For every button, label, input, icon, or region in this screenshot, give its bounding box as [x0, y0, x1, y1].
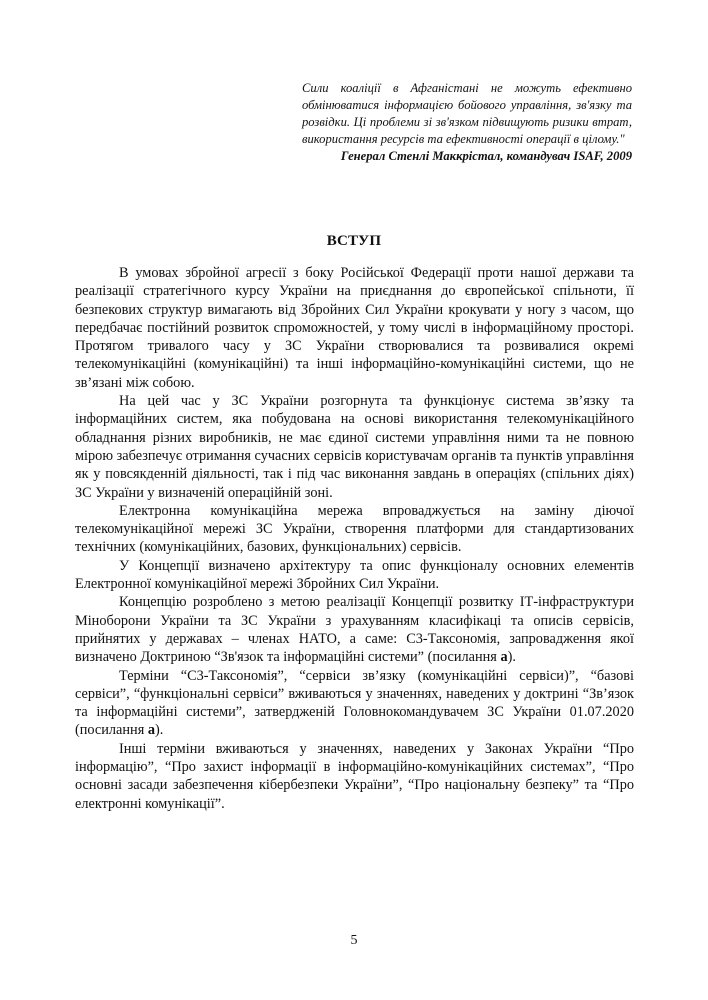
- body-text: [75, 264, 634, 813]
- paragraph: Терміни “С3-Таксономія”, “сервіси зв’язку (комунікаційні сервіси)”, “базові сервіси”, “функціональні сервіси” вживаються у значеннях, наведених у доктрині “Зв’язок та інформаційні системи”, затвердженій Головнокомандувачем ЗС України 01.07.2020 (посилання а).: [75, 667, 634, 739]
- epigraph-quote: Сили коаліції в Афганістані не можуть ефективно обмінюватися інформацією бойового управління, зв'язку та розвідки. Ці проблеми зі зв'язком підвищують ризики втрат, використання ресурсів та ефективності операції в цілому.": [302, 81, 632, 146]
- section-title: ВСТУП: [326, 233, 382, 249]
- paragraph: На цей час у ЗС України розгорнута та функціонує система зв’язку та інформаційних систем, яка побудована на основі використання телекомунікаційного обладнання різних виробників, не має єдиної системи управління ними та не повною мірою забезпечує отримання сучасних сервісів користувачам органів та пунктів управління як у повсякденній діяльності, так і під час виконання завдань в операціях (спільних діях) ЗС України у визначеній операційній зоні.: [75, 393, 634, 501]
- reference-mark: а: [147, 722, 156, 739]
- paragraph: Інші терміни вживаються у значеннях, наведених у Законах України “Про інформацію”, “Про захист інформації в інформаційно-комунікаційних системах”, “Про основні засади забезпечення кібербезпеки України”, “Про національну безпеку” та “Про електронні комунікації”.: [75, 740, 634, 812]
- page-number: 5: [350, 933, 358, 948]
- reference-mark: а: [500, 649, 508, 666]
- paragraph: В умовах збройної агресії з боку Російської Федерації проти нашої держави та реалізації стратегічного курсу України на приєднання до європейської спільноти, її безпекових структур вимагають від Збройних Сил України крокувати у ногу з часом, що передбачає постійний розвиток спроможностей, у тому числі в інформаційному просторі. Протягом тривалого часу у ЗС України створювалися та розвивалися окремі телекомунікаційні (комунікаційні) та інші інформаційно-комунікаційні системи, що не зв’язані між собою.: [75, 265, 634, 391]
- epigraph-author: Генерал Стенлі Маккрістал, командувач ISAF, 2009: [340, 149, 632, 163]
- paragraph: Концепцію розроблено з метою реалізації Концепції розвитку ІТ-інфраструктури Міноборони України та ЗС України з урахуванням класифікаці та описів сервісів, прийнятих у державах – членах НАТО, а саме: С3-Таксономія, запровадження якої визначено Доктриною “Зв'язок та інформаційні системи” (посилання а).: [75, 594, 634, 666]
- epigraph: [302, 80, 632, 165]
- paragraph: Електронна комунікаційна мережа впроваджується на заміну діючої телекомунікаційної мережі ЗС України, створення платформи для стандартизованих технічних (комунікаційних, базових, функціональних) сервісів.: [75, 502, 634, 556]
- paragraph: У Концепції визначено архітектуру та опис функціоналу основних елементів Електронної комунікаційної мережі Збройних Сил України.: [75, 557, 634, 593]
